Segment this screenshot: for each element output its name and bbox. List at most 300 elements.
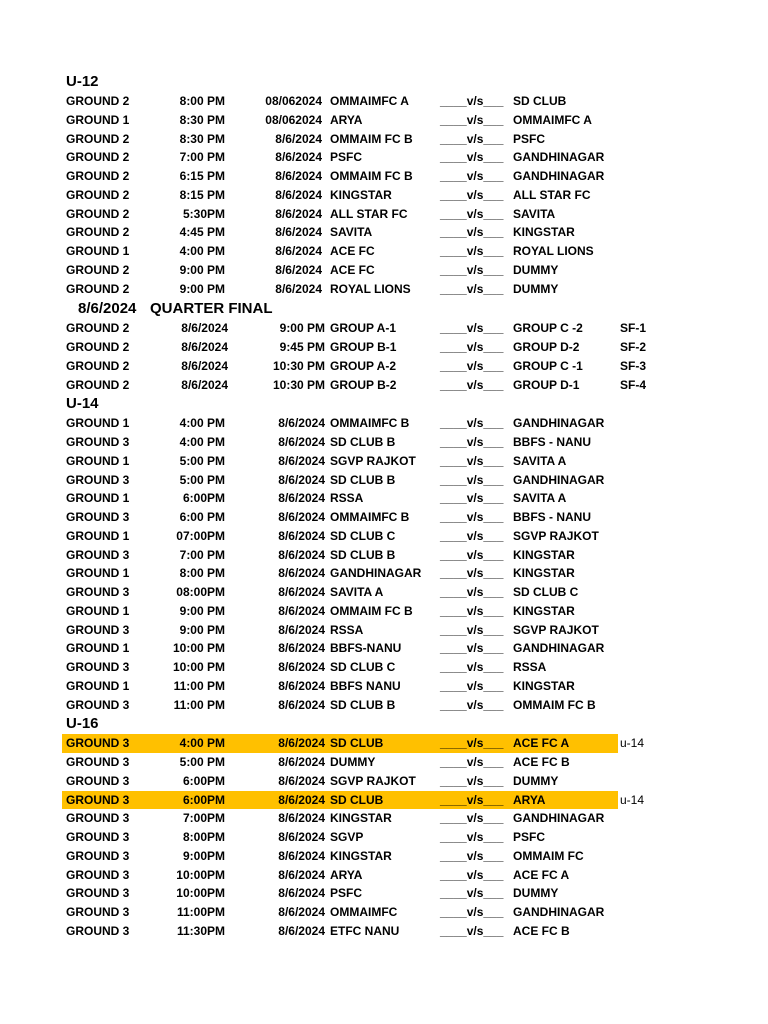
time-cell: 7:00PM <box>182 811 225 826</box>
versus-cell: ____v/s___ <box>440 187 504 202</box>
time-cell: 8:15 PM <box>179 187 225 202</box>
away-team-cell: PSFC <box>513 830 546 844</box>
ground-cell: GROUND 3 <box>66 886 130 901</box>
time-cell: 5:30PM <box>182 206 225 221</box>
away-team-cell: GANDHINAGAR <box>513 811 605 826</box>
schedule-row <box>0 546 768 565</box>
away-team-cell: GANDHINAGAR <box>513 169 605 183</box>
schedule-row <box>0 280 768 299</box>
home-team-cell: ROYAL LIONS <box>330 281 411 296</box>
schedule-row <box>0 167 768 186</box>
schedule-row <box>0 658 768 677</box>
away-team-cell: GANDHINAGAR <box>513 416 605 431</box>
date-cell: 8/6/2024 <box>275 262 322 277</box>
schedule-row <box>0 186 768 205</box>
date-cell: 8/6/2024 <box>278 697 325 712</box>
time-cell: 9:00 PM <box>279 321 325 336</box>
ground-cell: GROUND 3 <box>66 736 130 751</box>
time-cell: 9:00PM <box>182 848 225 863</box>
ground-cell: GROUND 2 <box>66 225 130 240</box>
schedule-row <box>0 471 768 490</box>
home-team-cell: ARYA <box>330 112 363 127</box>
ground-cell: GROUND 1 <box>66 641 130 656</box>
date-cell: 8/6/2024 <box>278 848 325 863</box>
away-team-cell: BBFS - NANU <box>513 510 591 524</box>
away-team-cell: BBFS - NANU <box>513 435 591 449</box>
schedule-row <box>0 791 768 810</box>
versus-cell: ____v/s___ <box>440 678 504 693</box>
time-cell: 4:00 PM <box>179 736 225 751</box>
away-team-cell: DUMMY <box>513 281 559 296</box>
ground-cell: GROUND 3 <box>66 773 130 788</box>
schedule-row <box>0 922 768 941</box>
schedule-row <box>0 338 768 357</box>
ground-cell: GROUND 1 <box>66 603 130 618</box>
time-cell: 10:00 PM <box>172 641 225 656</box>
versus-cell: ____v/s___ <box>440 150 504 165</box>
quarter-final-heading <box>0 299 768 319</box>
ground-cell: GROUND 3 <box>66 547 130 562</box>
home-team-cell: SD CLUB B <box>330 435 396 449</box>
home-team-cell: GROUP B-2 <box>330 377 397 392</box>
versus-cell: ____v/s___ <box>440 472 504 487</box>
home-team-cell: OMMAIMFC B <box>330 416 410 431</box>
away-team-cell: ACE FC B <box>513 755 570 769</box>
semifinal-tag-cell: SF-4 <box>620 377 647 392</box>
versus-cell: ____v/s___ <box>440 905 504 919</box>
date-cell: 8/6/2024 <box>275 281 322 296</box>
versus-cell: ____v/s___ <box>440 773 504 788</box>
ground-cell: GROUND 2 <box>66 358 130 373</box>
away-team-cell: KINGSTAR <box>513 603 575 618</box>
home-team-cell: OMMAIM FC B <box>330 603 413 618</box>
u12-section <box>0 92 768 298</box>
versus-cell: ____v/s___ <box>440 206 504 221</box>
home-team-cell: GROUP A-1 <box>330 321 397 336</box>
schedule-row <box>0 583 768 602</box>
home-team-cell: SGVP RAJKOT <box>330 773 416 788</box>
date-cell: 8/6/2024 <box>278 792 325 807</box>
date-cell: 08/062024 <box>265 112 322 127</box>
ground-cell: GROUND 3 <box>66 848 130 863</box>
time-cell: 10:00 PM <box>172 660 225 674</box>
away-team-cell: GANDHINAGAR <box>513 641 605 656</box>
away-team-cell: KINGSTAR <box>513 225 575 240</box>
versus-cell: ____v/s___ <box>440 244 504 258</box>
home-team-cell: SAVITA A <box>330 585 384 599</box>
away-team-cell: SGVP RAJKOT <box>513 622 599 637</box>
home-team-cell: OMMAIMFC B <box>330 510 410 524</box>
time-cell: 6:00PM <box>182 792 225 807</box>
date-cell: 8/6/2024 <box>278 528 325 543</box>
ground-cell: GROUND 1 <box>66 566 130 581</box>
versus-cell: ____v/s___ <box>440 585 504 599</box>
schedule-row <box>0 223 768 242</box>
ground-cell: GROUND 3 <box>66 472 130 487</box>
schedule-row <box>0 696 768 715</box>
schedule-row <box>0 527 768 546</box>
home-team-cell: SD CLUB B <box>330 472 396 487</box>
away-team-cell: DUMMY <box>513 886 559 901</box>
away-team-cell: SAVITA <box>513 206 556 221</box>
date-cell: 8/6/2024 <box>278 472 325 487</box>
versus-cell: ____v/s___ <box>440 886 504 901</box>
schedule-row <box>0 753 768 772</box>
date-cell: 8/6/2024 <box>278 603 325 618</box>
home-team-cell: SAVITA <box>330 225 373 240</box>
time-cell: 6:00PM <box>182 491 225 506</box>
away-team-cell: ACE FC B <box>513 923 570 938</box>
versus-cell: ____v/s___ <box>440 603 504 618</box>
time-cell: 4:00 PM <box>179 416 225 431</box>
away-team-cell: RSSA <box>513 660 547 674</box>
schedule-row <box>0 357 768 376</box>
home-team-cell: SGVP RAJKOT <box>330 453 416 468</box>
ground-cell: GROUND 2 <box>66 169 130 183</box>
home-team-cell: RSSA <box>330 491 364 506</box>
schedule-row <box>0 376 768 395</box>
ground-cell: GROUND 3 <box>66 622 130 637</box>
home-team-cell: OMMAIM FC B <box>330 131 413 146</box>
ground-cell: GROUND 3 <box>66 585 130 599</box>
date-cell: 8/6/2024 <box>275 206 322 221</box>
quarter-final-section <box>0 319 768 394</box>
home-team-cell: SD CLUB C <box>330 660 396 674</box>
home-team-cell: KINGSTAR <box>330 187 392 202</box>
date-cell: 8/6/2024 <box>275 187 322 202</box>
schedule-row <box>0 148 768 167</box>
ground-cell: GROUND 2 <box>66 340 130 354</box>
home-team-cell: KINGSTAR <box>330 848 392 863</box>
ground-cell: GROUND 3 <box>66 510 130 524</box>
u14-heading: U-14 <box>66 395 99 413</box>
schedule-row <box>0 92 768 111</box>
away-team-cell: ACE FC A <box>513 736 570 751</box>
u12-heading: U-12 <box>66 73 99 90</box>
ground-cell: GROUND 3 <box>66 660 130 674</box>
schedule-row <box>0 621 768 640</box>
ground-cell: GROUND 3 <box>66 697 130 712</box>
date-cell: 8/6/2024 <box>275 225 322 240</box>
home-team-cell: OMMAIMFC <box>330 905 398 919</box>
date-cell: 8/6/2024 <box>278 566 325 581</box>
schedule-row <box>0 602 768 621</box>
versus-cell: ____v/s___ <box>440 811 504 826</box>
ground-cell: GROUND 2 <box>66 377 130 392</box>
home-team-cell: PSFC <box>330 150 363 165</box>
date-cell: 8/6/2024 <box>278 547 325 562</box>
schedule-row <box>0 205 768 224</box>
quarter-final-title: QUARTER FINAL <box>150 300 273 318</box>
away-team-cell: KINGSTAR <box>513 678 575 693</box>
ground-cell: GROUND 1 <box>66 491 130 506</box>
versus-cell: ____v/s___ <box>440 340 504 354</box>
ground-cell: GROUND 3 <box>66 905 130 919</box>
home-team-cell: KINGSTAR <box>330 811 392 826</box>
time-cell: 6:00 PM <box>179 510 225 524</box>
ground-cell: GROUND 3 <box>66 923 130 938</box>
versus-cell: ____v/s___ <box>440 281 504 296</box>
home-team-cell: OMMAIM FC B <box>330 169 413 183</box>
away-team-cell: PSFC <box>513 131 546 146</box>
home-team-cell: GANDHINAGAR <box>330 566 422 581</box>
versus-cell: ____v/s___ <box>440 131 504 146</box>
date-cell: 8/6/2024 <box>278 886 325 901</box>
schedule-row <box>0 772 768 791</box>
away-team-cell: GANDHINAGAR <box>513 472 605 487</box>
away-team-cell: SGVP RAJKOT <box>513 528 599 543</box>
date-cell: 8/6/2024 <box>181 377 228 392</box>
date-cell: 8/6/2024 <box>275 131 322 146</box>
ground-cell: GROUND 2 <box>66 187 130 202</box>
date-cell: 8/6/2024 <box>278 641 325 656</box>
date-cell: 8/6/2024 <box>278 622 325 637</box>
versus-cell: ____v/s___ <box>440 169 504 183</box>
date-cell: 8/6/2024 <box>278 755 325 769</box>
semifinal-tag-cell: SF-2 <box>620 340 647 354</box>
home-team-cell: SD CLUB <box>330 792 384 807</box>
date-cell: 8/6/2024 <box>275 150 322 165</box>
home-team-cell: BBFS NANU <box>330 678 401 693</box>
ground-cell: GROUND 3 <box>66 830 130 844</box>
away-team-cell: ROYAL LIONS <box>513 244 594 258</box>
schedule-row <box>0 903 768 922</box>
date-cell: 8/6/2024 <box>278 736 325 751</box>
date-cell: 8/6/2024 <box>278 491 325 506</box>
versus-cell: ____v/s___ <box>440 435 504 449</box>
date-cell: 8/6/2024 <box>278 923 325 938</box>
schedule-row <box>0 866 768 885</box>
versus-cell: ____v/s___ <box>440 792 504 807</box>
date-cell: 8/6/2024 <box>278 510 325 524</box>
home-team-cell: PSFC <box>330 886 363 901</box>
home-team-cell: SD CLUB B <box>330 697 396 712</box>
schedule-row <box>0 508 768 527</box>
ground-cell: GROUND 3 <box>66 435 130 449</box>
away-team-cell: SAVITA A <box>513 453 567 468</box>
date-cell: 8/6/2024 <box>275 169 322 183</box>
ground-cell: GROUND 2 <box>66 321 130 336</box>
away-team-cell: GROUP D-2 <box>513 340 580 354</box>
date-cell: 8/6/2024 <box>278 660 325 674</box>
home-team-cell: SD CLUB C <box>330 528 396 543</box>
versus-cell: ____v/s___ <box>440 641 504 656</box>
versus-cell: ____v/s___ <box>440 660 504 674</box>
ground-cell: GROUND 1 <box>66 528 130 543</box>
away-team-cell: OMMAIM FC <box>513 848 584 863</box>
date-cell: 8/6/2024 <box>181 340 228 354</box>
time-cell: 6:15 PM <box>179 169 225 183</box>
time-cell: 4:00 PM <box>179 244 225 258</box>
row-note: u-14 <box>620 736 645 751</box>
versus-cell: ____v/s___ <box>440 848 504 863</box>
time-cell: 8:30 PM <box>179 112 225 127</box>
schedule-row <box>0 884 768 903</box>
time-cell: 7:00 PM <box>179 547 225 562</box>
semifinal-tag-cell: SF-1 <box>620 321 647 336</box>
date-cell: 8/6/2024 <box>278 585 325 599</box>
away-team-cell: GROUP C -2 <box>513 321 583 336</box>
away-team-cell: OMMAIM FC B <box>513 697 596 712</box>
home-team-cell: SGVP <box>330 830 364 844</box>
away-team-cell: GANDHINAGAR <box>513 905 605 919</box>
date-cell: 8/6/2024 <box>278 416 325 431</box>
schedule-row <box>0 677 768 696</box>
ground-cell: GROUND 1 <box>66 112 130 127</box>
schedule-row <box>0 564 768 583</box>
time-cell: 11:00 PM <box>173 697 225 712</box>
time-cell: 07:00PM <box>176 528 225 543</box>
date-cell: 8/6/2024 <box>278 811 325 826</box>
schedule-row <box>0 130 768 149</box>
schedule-row <box>0 828 768 847</box>
away-team-cell: ACE FC A <box>513 867 570 882</box>
versus-cell: ____v/s___ <box>440 112 504 127</box>
schedule-row <box>0 242 768 261</box>
date-cell: 8/6/2024 <box>278 905 325 919</box>
away-team-cell: DUMMY <box>513 262 559 277</box>
date-cell: 8/6/2024 <box>181 321 228 336</box>
versus-cell: ____v/s___ <box>440 867 504 882</box>
time-cell: 10:00PM <box>176 867 225 882</box>
u14-section <box>0 414 768 714</box>
time-cell: 5:00 PM <box>179 755 225 769</box>
away-team-cell: ALL STAR FC <box>513 187 591 202</box>
home-team-cell: ACE FC <box>330 244 375 258</box>
semifinal-tag-cell: SF-3 <box>620 358 647 373</box>
home-team-cell: DUMMY <box>330 755 376 769</box>
away-team-cell: KINGSTAR <box>513 566 575 581</box>
home-team-cell: ETFC NANU <box>330 923 400 938</box>
date-cell: 08/062024 <box>265 94 322 108</box>
away-team-cell: SAVITA A <box>513 491 567 506</box>
schedule-row <box>0 489 768 508</box>
versus-cell: ____v/s___ <box>440 547 504 562</box>
time-cell: 11:30PM <box>176 923 225 938</box>
versus-cell: ____v/s___ <box>440 358 504 373</box>
schedule-row <box>0 414 768 433</box>
time-cell: 08:00PM <box>176 585 225 599</box>
home-team-cell: ARYA <box>330 867 363 882</box>
time-cell: 8:30 PM <box>179 131 225 146</box>
versus-cell: ____v/s___ <box>440 416 504 431</box>
schedule-row <box>0 433 768 452</box>
versus-cell: ____v/s___ <box>440 262 504 277</box>
ground-cell: GROUND 2 <box>66 94 130 108</box>
ground-cell: GROUND 1 <box>66 416 130 431</box>
versus-cell: ____v/s___ <box>440 94 504 108</box>
time-cell: 10:00PM <box>176 886 225 901</box>
versus-cell: ____v/s___ <box>440 697 504 712</box>
time-cell: 5:00 PM <box>179 453 225 468</box>
time-cell: 6:00PM <box>182 773 225 788</box>
schedule-row <box>0 111 768 130</box>
time-cell: 4:00 PM <box>179 435 225 449</box>
ground-cell: GROUND 3 <box>66 755 130 769</box>
schedule-row <box>0 734 768 753</box>
time-cell: 9:00 PM <box>179 622 225 637</box>
home-team-cell: BBFS-NANU <box>330 641 402 656</box>
schedule-row <box>0 319 768 338</box>
versus-cell: ____v/s___ <box>440 377 504 392</box>
home-team-cell: SD CLUB B <box>330 547 396 562</box>
time-cell: 5:00 PM <box>179 472 225 487</box>
ground-cell: GROUND 3 <box>66 811 130 826</box>
schedule-row <box>0 847 768 866</box>
home-team-cell: GROUP A-2 <box>330 358 397 373</box>
ground-cell: GROUND 1 <box>66 453 130 468</box>
time-cell: 9:00 PM <box>179 281 225 296</box>
time-cell: 9:00 PM <box>179 262 225 277</box>
time-cell: 10:30 PM <box>272 358 325 373</box>
ground-cell: GROUND 2 <box>66 281 130 296</box>
versus-cell: ____v/s___ <box>440 736 504 751</box>
row-note: u-14 <box>620 792 645 807</box>
time-cell: 4:45 PM <box>179 225 225 240</box>
schedule-row <box>0 639 768 658</box>
time-cell: 9:45 PM <box>279 340 325 354</box>
date-cell: 8/6/2024 <box>278 453 325 468</box>
time-cell: 9:00 PM <box>179 603 225 618</box>
versus-cell: ____v/s___ <box>440 830 504 844</box>
time-cell: 8:00PM <box>182 830 225 844</box>
date-cell: 8/6/2024 <box>181 358 228 373</box>
schedule-row <box>0 452 768 471</box>
date-cell: 8/6/2024 <box>275 244 322 258</box>
away-team-cell: SD CLUB <box>513 94 567 108</box>
schedule-row <box>0 809 768 828</box>
home-team-cell: ALL STAR FC <box>330 206 408 221</box>
versus-cell: ____v/s___ <box>440 622 504 637</box>
home-team-cell: RSSA <box>330 622 364 637</box>
away-team-cell: KINGSTAR <box>513 547 575 562</box>
versus-cell: ____v/s___ <box>440 510 504 524</box>
ground-cell: GROUND 1 <box>66 244 130 258</box>
date-cell: 8/6/2024 <box>278 435 325 449</box>
away-team-cell: ARYA <box>513 792 546 807</box>
time-cell: 7:00 PM <box>179 150 225 165</box>
away-team-cell: DUMMY <box>513 773 559 788</box>
versus-cell: ____v/s___ <box>440 225 504 240</box>
ground-cell: GROUND 3 <box>66 867 130 882</box>
schedule-sheet <box>0 72 768 941</box>
versus-cell: ____v/s___ <box>440 566 504 581</box>
versus-cell: ____v/s___ <box>440 923 504 938</box>
ground-cell: GROUND 1 <box>66 678 130 693</box>
versus-cell: ____v/s___ <box>440 453 504 468</box>
time-cell: 11:00 PM <box>173 678 225 693</box>
date-cell: 8/6/2024 <box>278 830 325 844</box>
quarter-final-date: 8/6/2024 <box>78 300 137 318</box>
away-team-cell: GROUP C -1 <box>513 358 583 373</box>
date-cell: 8/6/2024 <box>278 678 325 693</box>
time-cell: 8:00 PM <box>179 566 225 581</box>
u16-section <box>0 734 768 940</box>
home-team-cell: GROUP B-1 <box>330 340 397 354</box>
versus-cell: ____v/s___ <box>440 528 504 543</box>
versus-cell: ____v/s___ <box>440 491 504 506</box>
versus-cell: ____v/s___ <box>440 321 504 336</box>
time-cell: 8:00 PM <box>179 94 225 108</box>
time-cell: 11:00PM <box>176 905 225 919</box>
ground-cell: GROUND 2 <box>66 206 130 221</box>
away-team-cell: GANDHINAGAR <box>513 150 605 165</box>
schedule-row <box>0 261 768 280</box>
date-cell: 8/6/2024 <box>278 773 325 788</box>
away-team-cell: OMMAIMFC A <box>513 112 592 127</box>
home-team-cell: SD CLUB <box>330 736 384 751</box>
away-team-cell: GROUP D-1 <box>513 377 580 392</box>
